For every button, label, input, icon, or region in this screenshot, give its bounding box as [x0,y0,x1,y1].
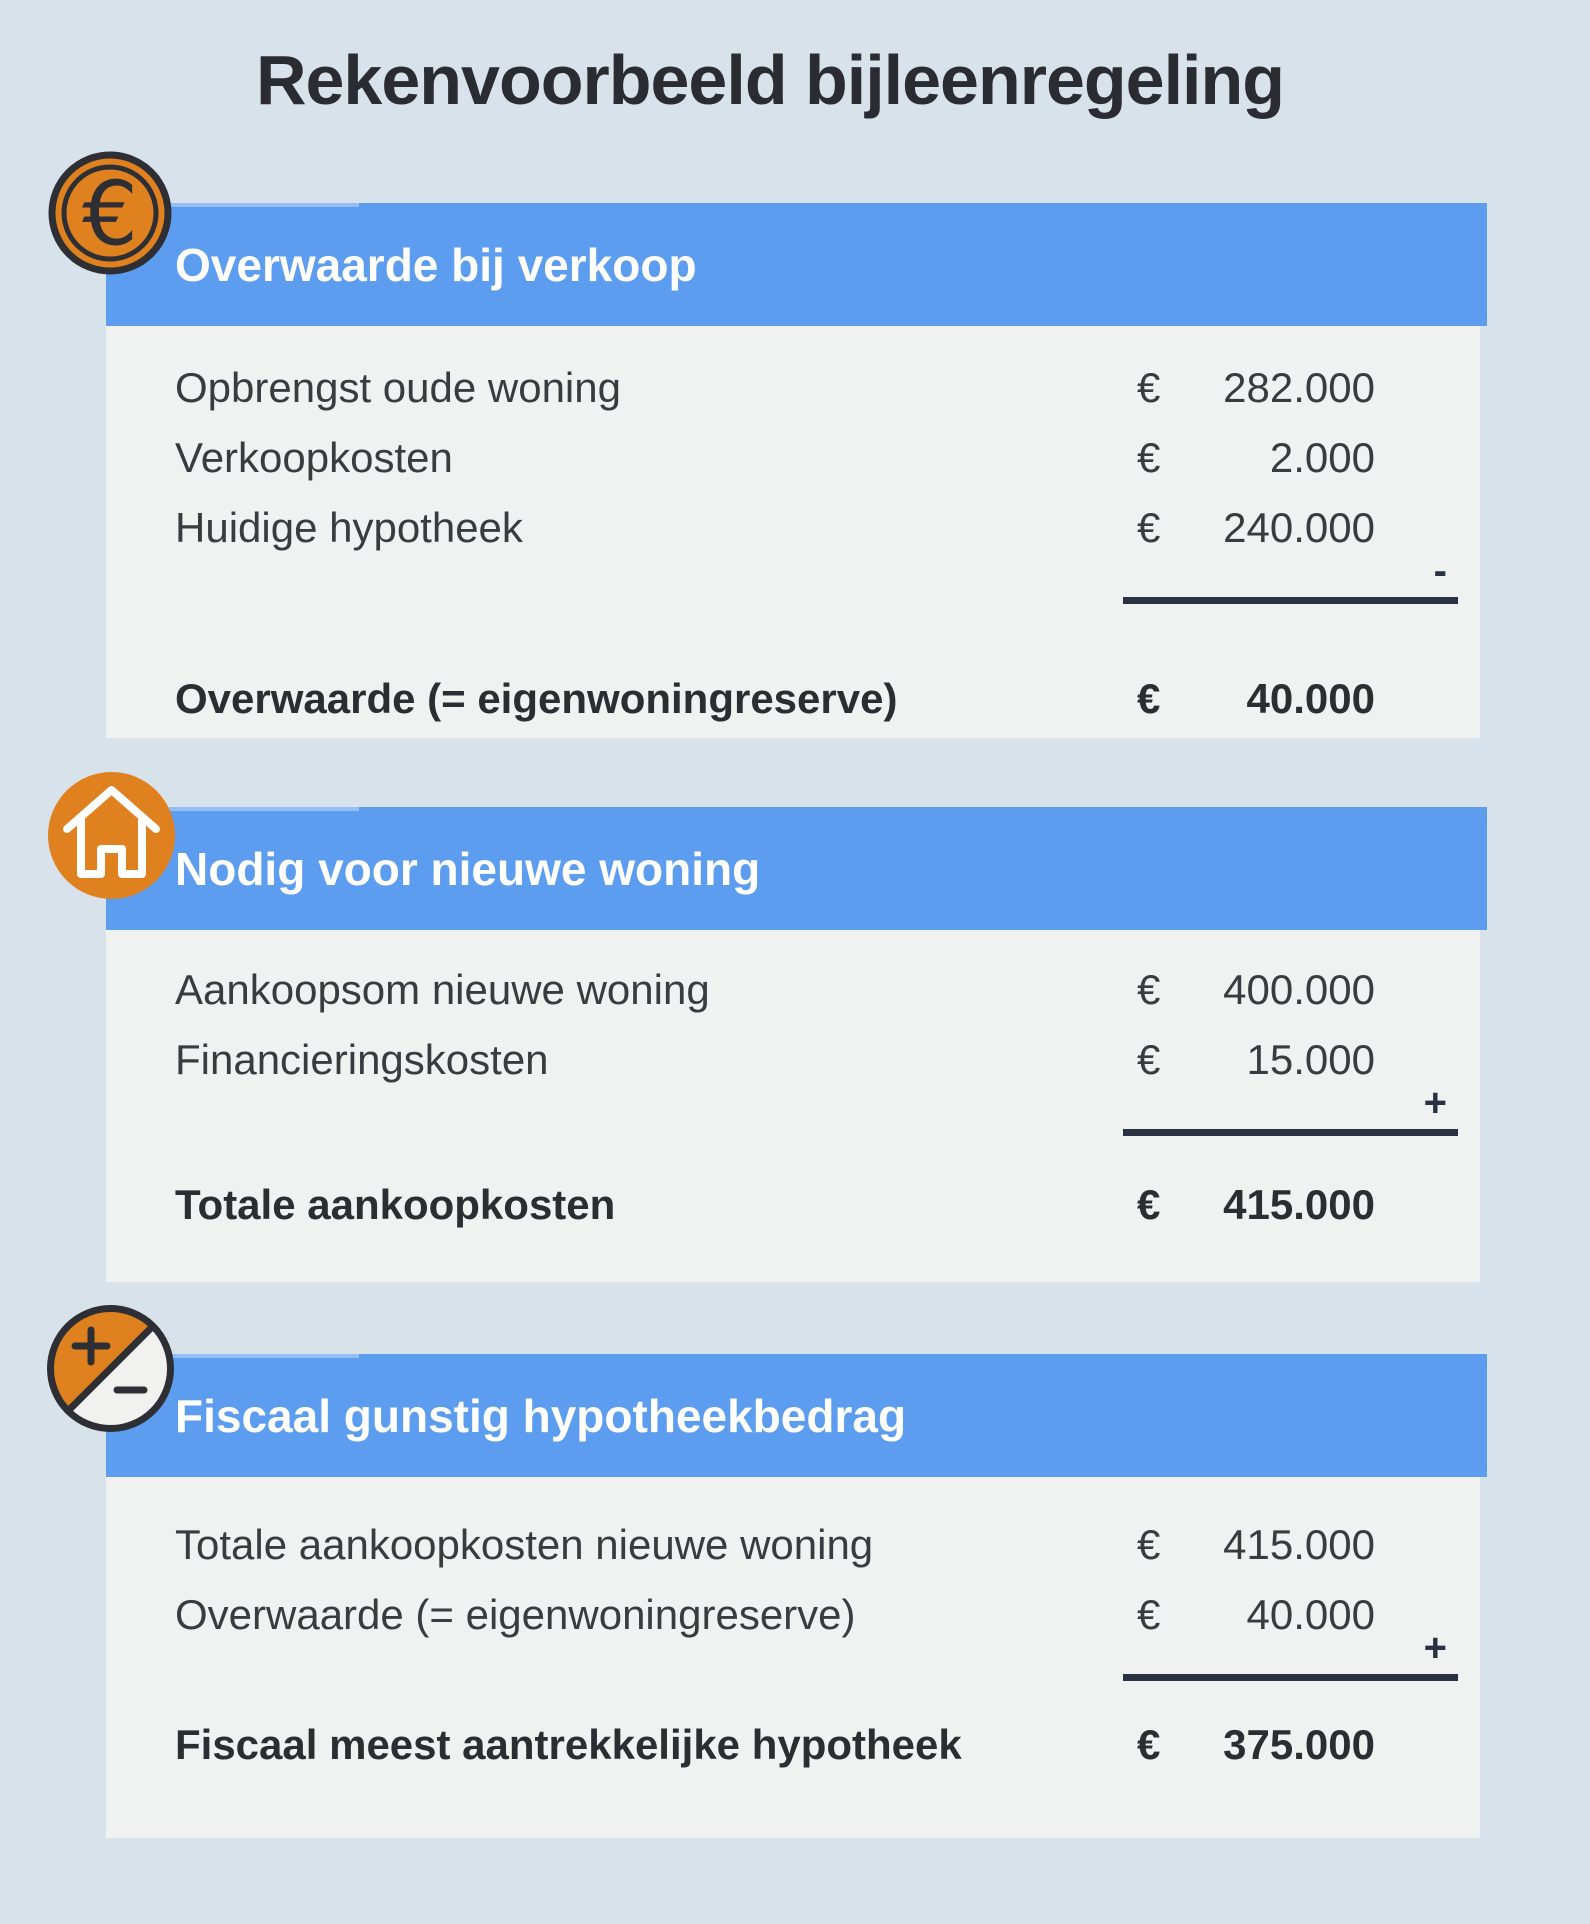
section-1-header [106,203,1487,326]
section-3-title: Fiscaal gunstig hypotheekbedrag [175,1389,907,1442]
currency-symbol: € [1137,504,1161,551]
section-3-body [106,1477,1480,1838]
row-amount: 2.000 [1269,434,1375,481]
svg-text:€: € [82,162,138,266]
section-2-title: Nodig voor nieuwe woning [175,842,761,895]
total-amount: 415.000 [1223,1181,1375,1228]
total-label: Totale aankoopkosten [175,1181,616,1228]
row-label: Verkoopkosten [175,434,453,481]
euro-coin-icon [47,150,173,277]
row-amount: 240.000 [1223,504,1375,551]
section-3-header [106,1354,1487,1477]
sum-rule [1123,1129,1458,1136]
row-value [1137,504,1375,552]
currency-symbol: € [1137,1521,1161,1568]
row-label: Opbrengst oude woning [175,364,621,411]
row-label: Huidige hypotheek [175,504,523,551]
table-row [175,1510,1375,1580]
total-label: Overwaarde (= eigenwoningreserve) [175,675,898,722]
table-row [175,955,1375,1025]
row-label: Overwaarde (= eigenwoningreserve) [175,1591,856,1638]
row-amount: 400.000 [1223,966,1375,1013]
table-row [175,353,1375,423]
total-amount: 40.000 [1246,675,1375,722]
currency-symbol: € [1137,675,1161,722]
currency-symbol: € [1137,434,1161,481]
table-row [175,423,1375,493]
currency-symbol: € [1137,1721,1161,1768]
row-amount: 15.000 [1246,1036,1375,1083]
sum-rule [1123,597,1458,604]
row-value [1137,1521,1375,1569]
section-overwaarde-bij-verkoop [106,203,1480,738]
total-value [1137,675,1375,723]
row-amount: 282.000 [1223,364,1375,411]
row-label: Financieringskosten [175,1036,549,1083]
total-row [175,1170,1375,1240]
page-title: Rekenvoorbeeld bijleenregeling [255,41,1285,119]
row-value [1137,1036,1375,1084]
row-value [1137,434,1375,482]
total-amount: 375.000 [1223,1721,1375,1768]
currency-symbol: € [1137,966,1161,1013]
total-row [175,1710,1375,1780]
table-row [175,493,1375,563]
calculation-block [175,1081,1447,1136]
row-value [1137,364,1375,412]
total-value [1137,1721,1375,1769]
row-value [1137,1591,1375,1639]
section-2-body [106,930,1480,1282]
operator-minus: - [1433,549,1447,593]
operator-plus: + [1423,1626,1447,1670]
total-value [1137,1181,1375,1229]
house-icon [48,772,175,899]
section-1-title: Overwaarde bij verkoop [175,238,697,291]
table-row [175,1580,1375,1650]
sum-rule [1123,1674,1458,1681]
currency-symbol: € [1137,1591,1161,1638]
row-amount: 40.000 [1246,1591,1375,1638]
currency-symbol: € [1137,1181,1161,1228]
currency-symbol: € [1137,1036,1161,1083]
calculation-block [175,549,1447,604]
section-nodig-voor-nieuwe-woning [106,807,1480,1282]
section-1-body [106,326,1480,738]
row-label: Aankoopsom nieuwe woning [175,966,710,1013]
row-amount: 415.000 [1223,1521,1375,1568]
total-label: Fiscaal meest aantrekkelijke hypotheek [175,1721,962,1768]
section-fiscaal-gunstig-hypotheekbedrag [106,1354,1480,1838]
currency-symbol: € [1137,364,1161,411]
total-row [175,664,1375,734]
plus-minus-calculator-icon [47,1305,174,1432]
row-label: Totale aankoopkosten nieuwe woning [175,1521,874,1568]
row-value [1137,966,1375,1014]
calculation-block [175,1626,1447,1681]
table-row [175,1025,1375,1095]
operator-plus: + [1423,1081,1447,1125]
section-2-header [106,807,1487,930]
